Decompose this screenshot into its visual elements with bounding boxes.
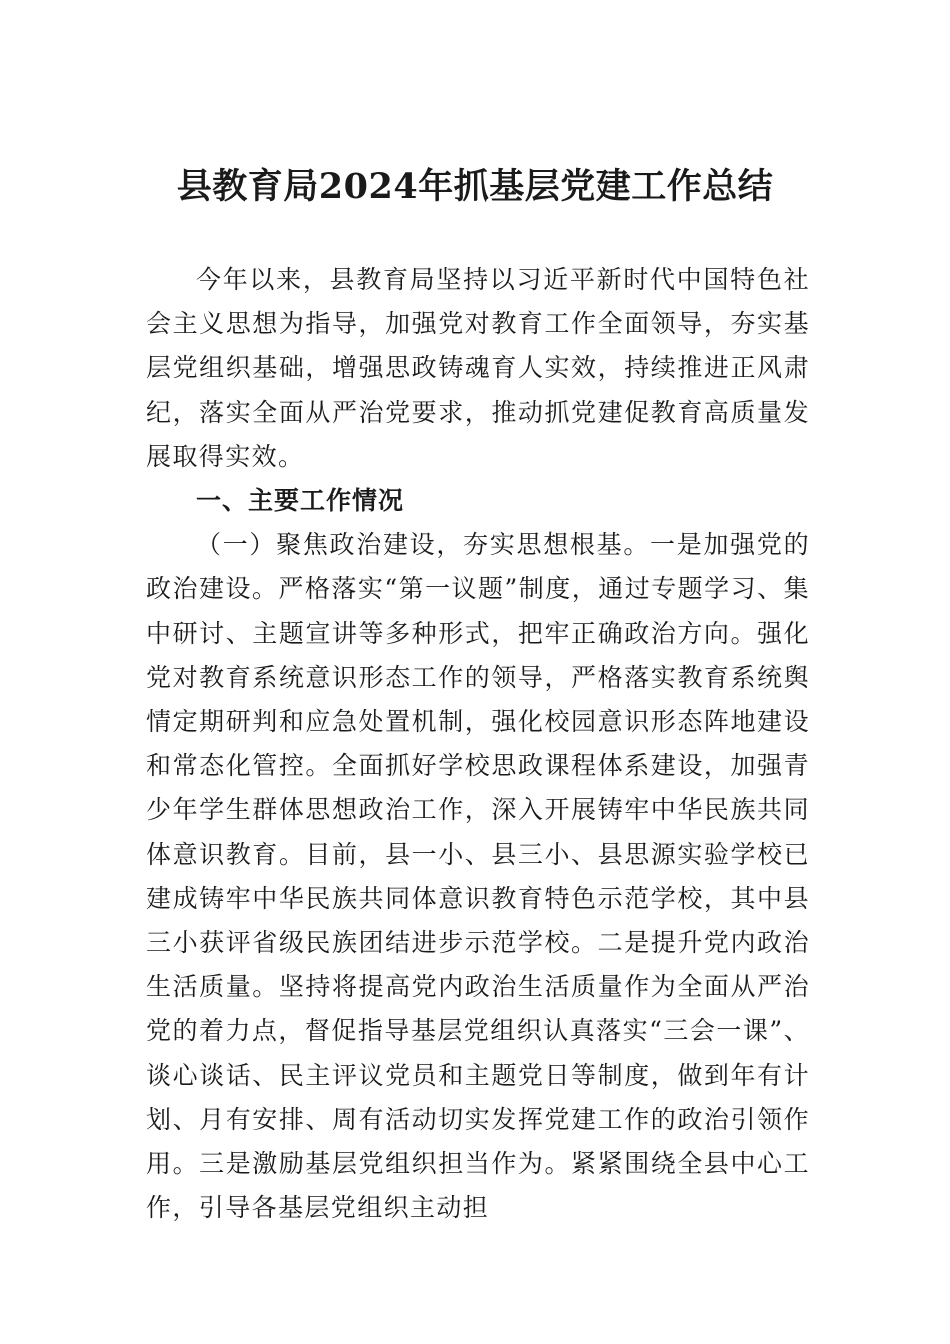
document-title: 县教育局2024年抓基层党建工作总结 <box>176 166 774 207</box>
section-1-paragraph: （一）聚焦政治建设，夯实思想根基。一是加强党的政治建设。严格落实“第一议题”制度，通过专题学习、集中研讨、主题宣讲等多种形式，把牢正确政治方向。强化党对教育系统意识形态工作的领导，严格落实教育系统舆情定期研判和应急处置机制，强化校园意识形态阵地建设和常态化管控。全面抓好学校思政课程体系建设，加强青少年学生群体思想政治工作，深入开展铸牢中华民族共同体意识教育。目前，县一小、县三小、县思源实验学校已建成铸牢中华民族共同体意识教育特色示范学校，其中县三小获评省级民族团结进步示范学校。二是提升党内政治生活质量。坚持将提高党内政治生活质量作为全面从严治党的着力点，督促指导基层党组织认真落实“三会一课”、谈心谈话、民主评议党员和主题党日等制度，做到年有计划、月有安排、周有活动切实发挥党建工作的政治引领作用。三是激励基层党组织担当作为。紧紧围绕全县中心工作，引导各基层党组织主动担 <box>146 530 810 1223</box>
document-body <box>146 258 810 1230</box>
section-heading: 一、主要工作情况 <box>196 486 405 516</box>
intro-paragraph: 今年以来，县教育局坚持以习近平新时代中国特色社会主义思想为指导，加强党对教育工作全面领导，夯实基层党组织基础，增强思政铸魂育人实效，持续推进正风肃纪，落实全面从严治党要求，推动抓党建促教育高质量发展取得实效。 <box>146 265 810 471</box>
